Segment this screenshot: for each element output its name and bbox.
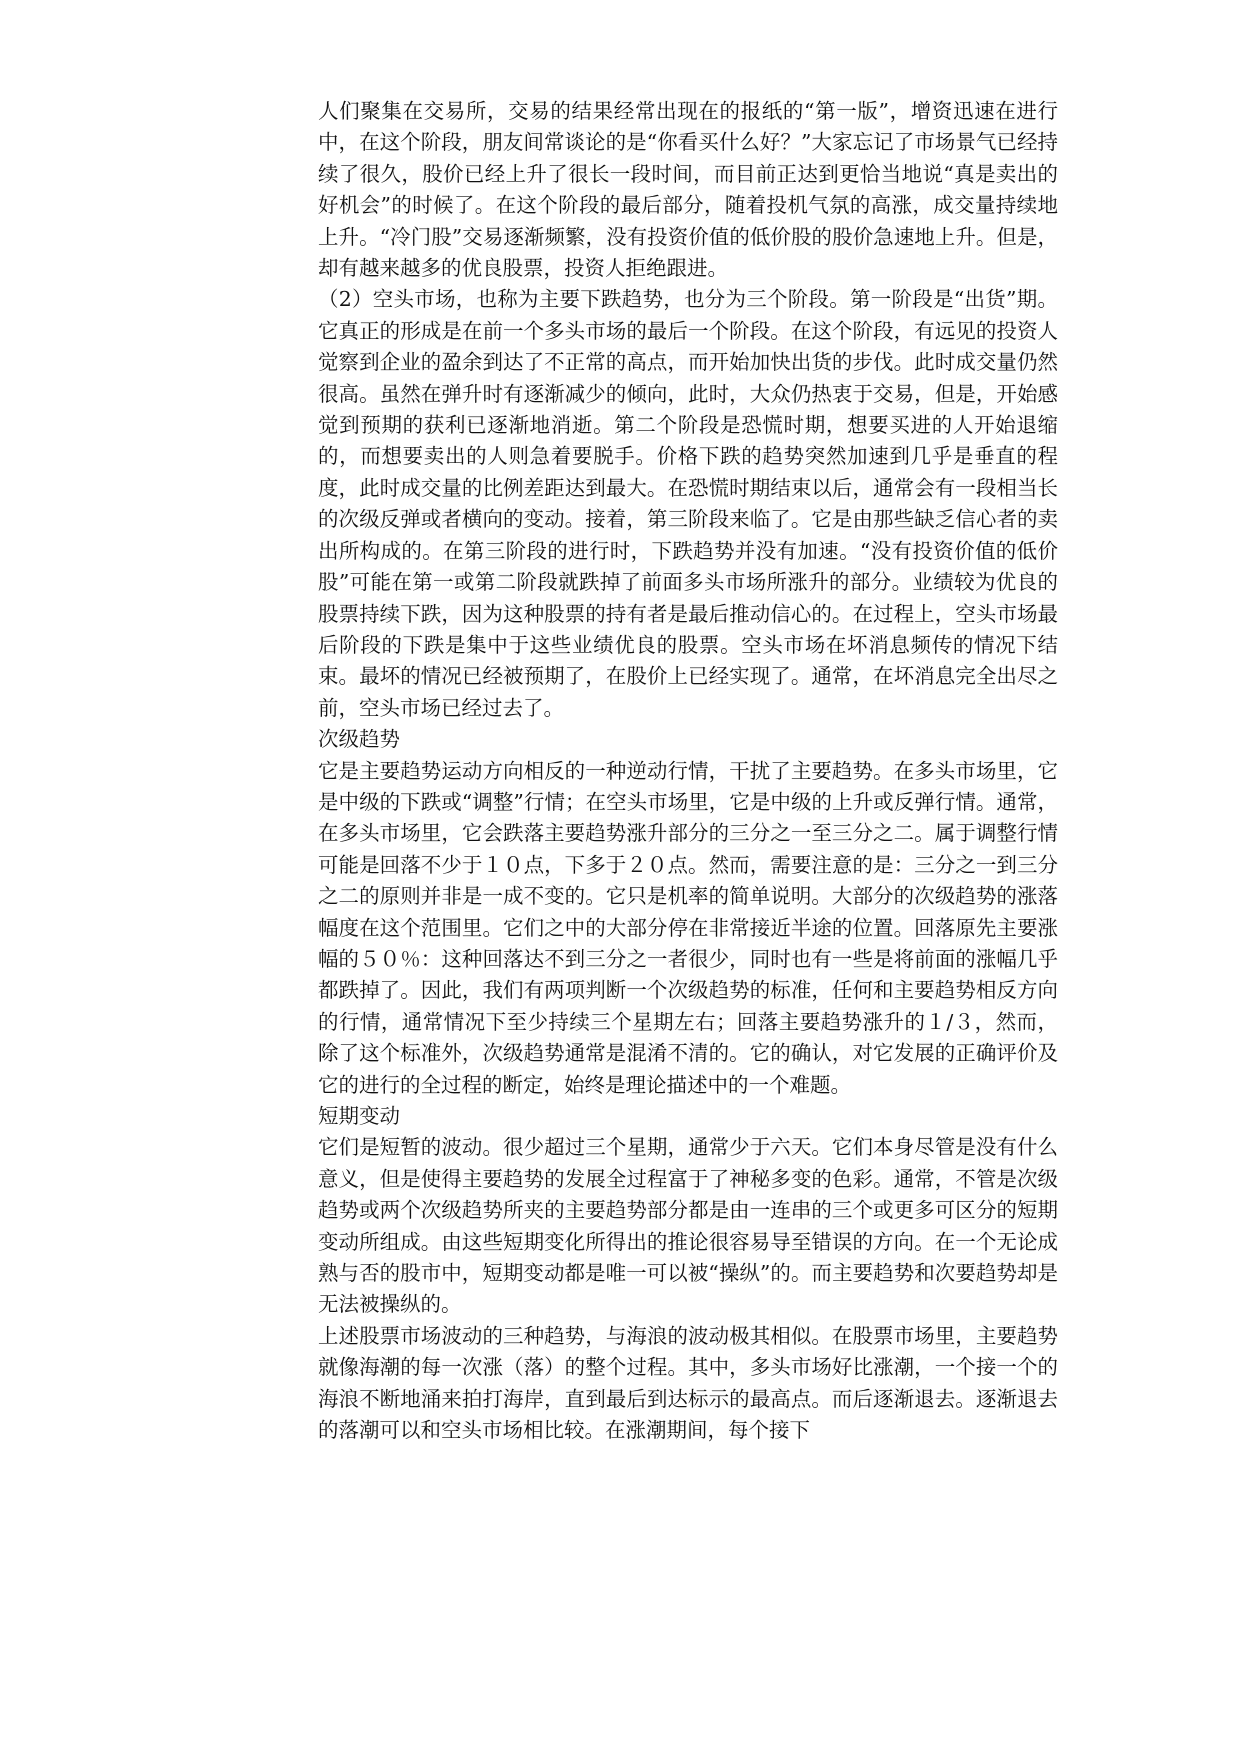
heading-short-term-movement: 短期变动 [318, 1104, 400, 1128]
paragraph-bear-market: （2）空头市场，也称为主要下跌趋势，也分为三个阶段。第一阶段是“出货”期。它真正的形成是在前一个多头市场的最后一个阶段。在这个阶段，有远见的投资人觉察到企业的盈余到达了不正常的高点，而开始加快出货的步伐。此时成交量仍然很高。虽然在弹升时有逐渐减少的倾向，此时，大众仍热衷于交易，但是，开始感觉到预期的获利已逐渐地消逝。第二个阶段是恐慌时期，想要买进的人开始退缩的，而想要卖出的人则急着要脱手。价格下跌的趋势突然加速到几乎是垂直的程度，此时成交量的比例差距达到最大。在恐慌时期结束以后，通常会有一段相当长的次级反弹或者横向的变动。接着，第三阶段来临了。它是由那些缺乏信心者的卖出所构成的。在第三阶段的进行时，下跌趋势并没有加速。“没有投资价值的低价股”可能在第一或第二阶段就跌掉了前面多头市场所涨升的部分。业绩较为优良的股票持续下跌，因为这种股票的持有者是最后推动信心的。在过程上，空头市场最后阶段的下跌是集中于这些业绩优良的股票。空头市场在坏消息频传的情况下结束。最坏的情况已经被预期了，在股价上已经实现了。通常，在坏消息完全出尽之前，空头市场已经过去了。 [318, 287, 1058, 720]
paragraph-ocean-analogy: 上述股票市场波动的三种趋势，与海浪的波动极其相似。在股票市场里，主要趋势就像海潮的每一次涨（落）的整个过程。其中，多头市场好比涨潮，一个接一个的海浪不断地涌来拍打海岸，直到最后到达标示的最高点。而后逐渐退去。逐渐退去的落潮可以和空头市场相比较。在涨潮期间，每个接下 [318, 1323, 1058, 1443]
paragraph-short-term-movement: 它们是短暂的波动。很少超过三个星期，通常少于六天。它们本身尽管是没有什么意义，但是使得主要趋势的发展全过程富于了神秘多变的色彩。通常，不管是次级趋势或两个次级趋势所夹的主要趋势部分都是由一连串的三个或更多可区分的短期变动所组成。由这些短期变化所得出的推论很容易导至错误的方向。在一个无论成熟与否的股市中，短期变动都是唯一可以被“操纵”的。而主要趋势和次要趋势却是无法被操纵的。 [318, 1135, 1058, 1317]
paragraph-secondary-trend: 它是主要趋势运动方向相反的一种逆动行情，干扰了主要趋势。在多头市场里，它是中级的下跌或“调整”行情；在空头市场里，它是中级的上升或反弹行情。通常，在多头市场里，它会跌落主要趋势涨升部分的三分之一至三分之二。属于调整行情可能是回落不少于１０点，下多于２０点。然而，需要注意的是：三分之一到三分之二的原则并非是一成不变的。它只是机率的简单说明。大部分的次级趋势的涨落幅度在这个范围里。它们之中的大部分停在非常接近半途的位置。回落原先主要涨幅的５０％：这种回落达不到三分之一者很少，同时也有一些是将前面的涨幅几乎都跌掉了。因此，我们有两项判断一个次级趋势的标准，任何和主要趋势相反方向的行情，通常情况下至少持续三个星期左右；回落主要趋势涨升的１/３，然而，除了这个标准外，次级趋势通常是混淆不清的。它的确认，对它发展的正确评价及它的进行的全过程的断定，始终是理论描述中的一个难题。 [318, 758, 1058, 1097]
document-body [318, 96, 1058, 1446]
paragraph-bull-market-stage-three: 人们聚集在交易所，交易的结果经常出现在的报纸的“第一版”，增资迅速在进行中，在这个阶段，朋友间常谈论的是“你看买什么好？”大家忘记了市场景气已经持续了很久，股价已经上升了很长一段时间，而目前正达到更恰当地说“真是卖出的好机会”的时候了。在这个阶段的最后部分，随着投机气氛的高涨，成交量持续地上升。“冷门股”交易逐渐频繁，没有投资价值的低价股的股价急速地上升。但是，却有越来越多的优良股票，投资人拒绝跟进。 [318, 99, 1058, 281]
heading-secondary-trend: 次级趋势 [318, 727, 400, 752]
